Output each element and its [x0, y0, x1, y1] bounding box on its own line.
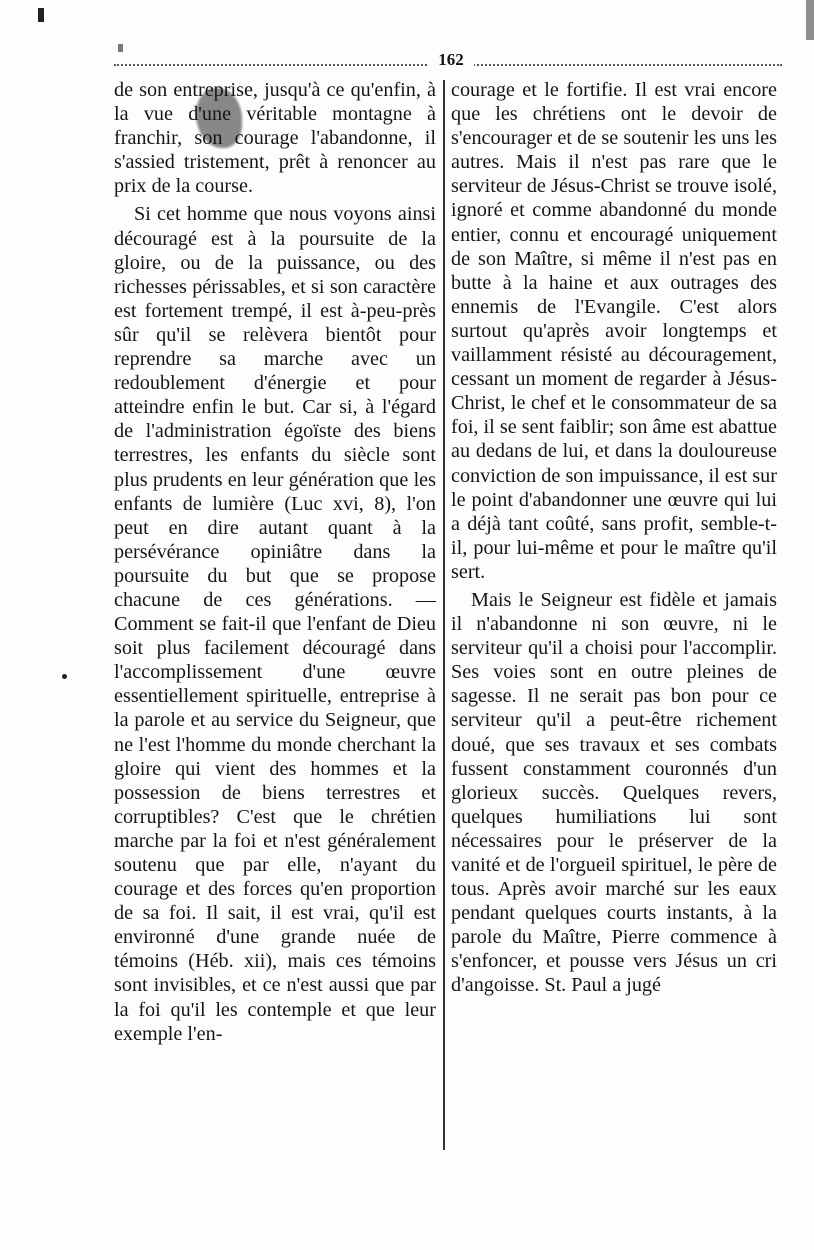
- page-header: [114, 46, 782, 74]
- right-column: [451, 78, 777, 998]
- scan-mark: [118, 44, 123, 52]
- paragraph: Mais le Seigneur est fidèle et jamais il n'abandonne ni son œuvre, ni le serviteur qu'il a choisi pour l'accomplir. Ses voies sont en outre pleines de sagesse. Il ne serait pas bon pour ce serviteur qu'il a peut-être richement doué, que ses travaux et ses combats fussent constamment couronnés d'un glorieux succès. Quelques revers, quelques humiliations lui sont nécessaires pour le préserver de la vanité et de l'orgueil spirituel, le père de tous. Après avoir marché sur les eaux pendant quelques courts instants, à la parole du Maître, Pierre commence à s'enfoncer, et pousse vers Jésus un cri d'angoisse. St. Paul a jugé: [451, 588, 777, 997]
- scan-mark: [62, 674, 67, 679]
- paragraph: courage et le fortifie. Il est vrai encore que les chrétiens ont le devoir de s'encourager et de se soutenir les uns les autres. Mais il n'est pas rare que le serviteur de Jésus-Christ se trouve isolé, ignoré et comme abandonné du monde entier, connu et encouragé uniquement de son Maître, si même il n'est pas en butte à la haine et aux outrages des ennemis de l'Evangile. C'est alors surtout qu'après avoir longtemps et vaillamment résisté au découragement, cessant un moment de regarder à Jésus-Christ, le chef et le consommateur de sa foi, il se sent faiblir; son âme est abattue au dedans de lui, et dans la douloureuse conviction de son impuissance, il est sur le point d'abandonner une œuvre qui lui a déjà tant coûté, sans profit, semble-t-il, pour lui-même et pour le maître qu'il sert.: [451, 79, 777, 583]
- paragraph: Si cet homme que nous voyons ainsi découragé est à la poursuite de la gloire, ou de la puissance, ou des richesses périssables, et si son caractère est fortement trempé, il est à-peu-près sûr qu'il se relèvera bientôt pour reprendre sa marche avec un redoublement d'énergie et pour atteindre enfin le but. Car si, à l'égard de l'administration égoïste des biens terrestres, les enfants du siècle sont plus prudents en leur génération que les enfants de lumière (Luc xvi, 8), l'on peut en dire autant quant à la persévérance opiniâtre dans la poursuite du but que se propose chacune de ces générations. — Comment se fait-il que l'enfant de Dieu soit plus facilement découragé dans l'accomplissement d'une œuvre essentiellement spirituelle, entreprise à la parole et au service du Seigneur, que ne l'est l'homme du monde cherchant la gloire qui vient des hommes et la possession de biens terrestres et corruptibles? C'est que le chrétien marche par la foi et n'est généralement soutenu que par elle, n'ayant du courage et des forces qu'en proportion de sa foi. Il sait, il est vrai, qu'il est environné d'une grande nuée de témoins (Héb. xii), mais ces témoins sont invisibles, et ce n'est aussi que par la foi qu'il les contemple et que leur exemple l'en-: [114, 203, 436, 1045]
- scan-mark: [806, 0, 814, 40]
- page-number: 162: [428, 50, 474, 70]
- column-divider: [443, 80, 445, 1150]
- scan-mark: [38, 8, 44, 22]
- paragraph: de son entreprise, jusqu'à ce qu'enfin, à la vue d'une véritable montagne à franchir, son courage l'abandonne, il s'assied tristement, prêt à renoncer au prix de la course.: [114, 79, 436, 198]
- left-column: [114, 78, 436, 1046]
